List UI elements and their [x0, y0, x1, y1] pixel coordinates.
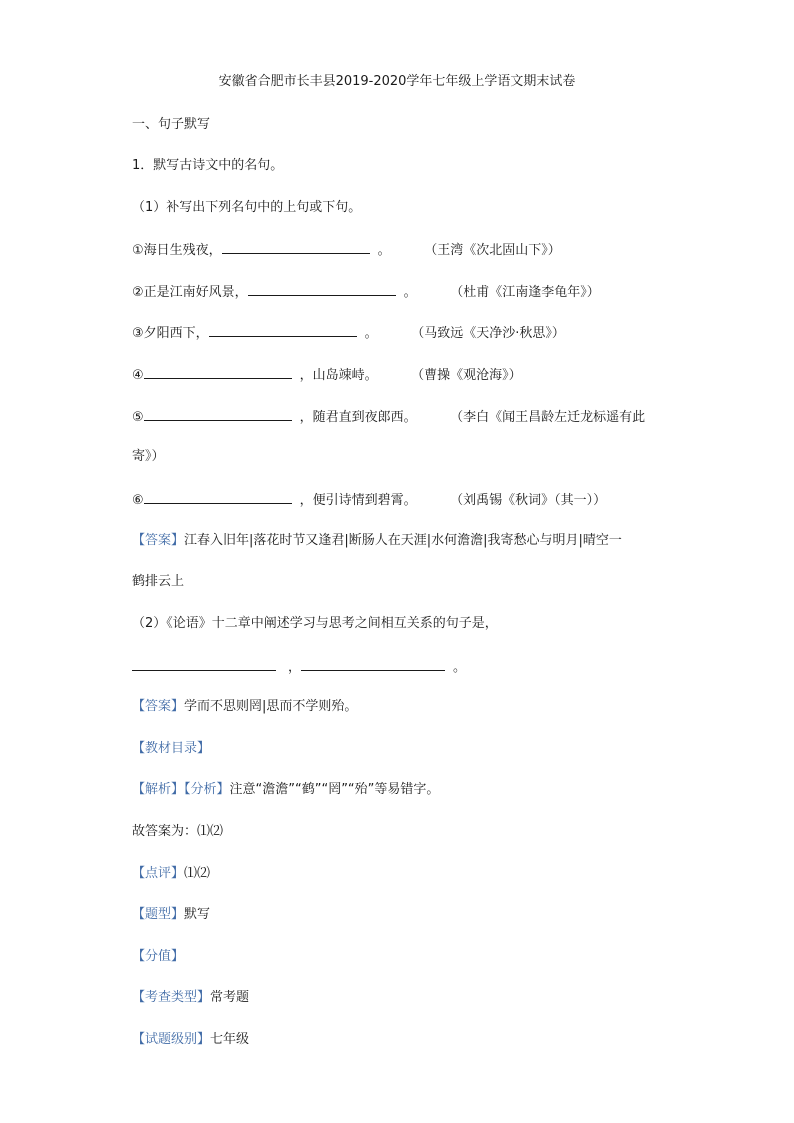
fill-item-2	[132, 282, 600, 302]
fill-item-3	[132, 323, 565, 343]
answer-text: 江春入旧年|落花时节又逢君|断肠人在天涯|水何澹澹|我寄愁心与明月|晴空一	[184, 533, 622, 548]
answer-blank[interactable]	[144, 490, 292, 504]
level-text: 七年级	[210, 1032, 250, 1047]
item-number: ④	[132, 368, 144, 383]
answer-blank[interactable]	[144, 407, 292, 421]
fill-item-lunyu	[132, 657, 466, 677]
item-source: （刘禹锡《秋词》（其一））	[456, 493, 607, 508]
answer-blank[interactable]	[248, 282, 396, 296]
item-source: （马致远《天净沙·秋思》）	[417, 326, 565, 341]
answer-1-cont: 鹤排云上	[132, 574, 185, 589]
answer-tag: 【答案】	[132, 533, 185, 548]
item-punct: 。	[364, 326, 378, 341]
question-1: 1．默写古诗文中的名句。	[132, 158, 284, 173]
comment	[132, 865, 210, 883]
fill-item-5-source-cont: 寄》）	[132, 449, 165, 464]
fill-item-6	[132, 490, 606, 510]
answer-blank[interactable]	[209, 323, 357, 337]
fill-item-1	[132, 240, 561, 260]
comment-tag: 【点评】	[132, 866, 185, 881]
item-number: ③	[132, 326, 144, 341]
analysis-tag: 【解析】【分析】	[132, 782, 230, 797]
item-punct: ，	[288, 660, 302, 675]
item-punct: 。	[377, 243, 391, 258]
item-number: ⑥	[132, 493, 144, 508]
question-1-part-2: （2）《论语》十二章中阐述学习与思考之间相互关系的句子是，	[132, 616, 498, 631]
comment-text: ⑴⑵	[184, 866, 211, 881]
level-tag: 【试题级别】	[132, 1032, 211, 1047]
item-text: ，随君直到夜郎西。	[299, 410, 417, 425]
item-source: （杜甫《江南逢李龟年》）	[456, 285, 600, 300]
fill-item-4	[132, 365, 522, 385]
page-title: 安徽省合肥市长丰县2019-2020学年七年级上学语文期末试卷	[218, 74, 576, 89]
item-number: ⑤	[132, 410, 144, 425]
item-text: 正是江南好风景，	[143, 285, 248, 300]
item-text: 夕阳西下，	[143, 326, 209, 341]
conclusion: 故答案为：⑴⑵	[132, 824, 224, 839]
question-1-part-1: （1）补写出下列名句中的上句或下句。	[132, 200, 362, 215]
item-number: ②	[132, 285, 144, 300]
exam-type	[132, 989, 249, 1007]
item-punct: 。	[453, 660, 467, 675]
item-text: ，山岛竦峙。	[299, 368, 378, 383]
question-type	[132, 906, 210, 924]
item-text: ，便引诗情到碧霄。	[299, 493, 417, 508]
answer-tag: 【答案】	[132, 699, 185, 714]
fill-item-5	[132, 407, 645, 427]
answer-blank[interactable]	[222, 240, 370, 254]
answer-blank[interactable]	[301, 657, 445, 671]
textbook-catalog	[132, 740, 210, 758]
examtype-text: 常考题	[210, 990, 250, 1005]
qtype-text: 默写	[184, 907, 211, 922]
qtype-tag: 【题型】	[132, 907, 185, 922]
item-source: （王湾《次北固山下》）	[430, 243, 561, 258]
examtype-tag: 【考查类型】	[132, 990, 211, 1005]
score	[132, 948, 184, 966]
score-tag: 【分值】	[132, 949, 185, 964]
answer-blank[interactable]	[144, 365, 292, 379]
answer-blank[interactable]	[132, 657, 276, 671]
analysis	[132, 781, 439, 799]
analysis-text: 注意“澹澹”“鹤”“罔”“殆”等易错字。	[229, 782, 440, 797]
item-source: （李白《闻王昌龄左迁龙标遥有此	[456, 410, 646, 425]
level	[132, 1031, 249, 1049]
item-punct: 。	[403, 285, 417, 300]
section-heading: 一、句子默写	[132, 117, 211, 132]
textbook-tag: 【教材目录】	[132, 741, 211, 756]
answer-1	[132, 532, 622, 550]
answer-2	[132, 698, 357, 716]
item-number: ①	[132, 243, 144, 258]
item-text: 海日生残夜，	[143, 243, 222, 258]
answer-text: 学而不思则罔|思而不学则殆。	[184, 699, 358, 714]
item-source: （曹操《观沧海》）	[417, 368, 522, 383]
